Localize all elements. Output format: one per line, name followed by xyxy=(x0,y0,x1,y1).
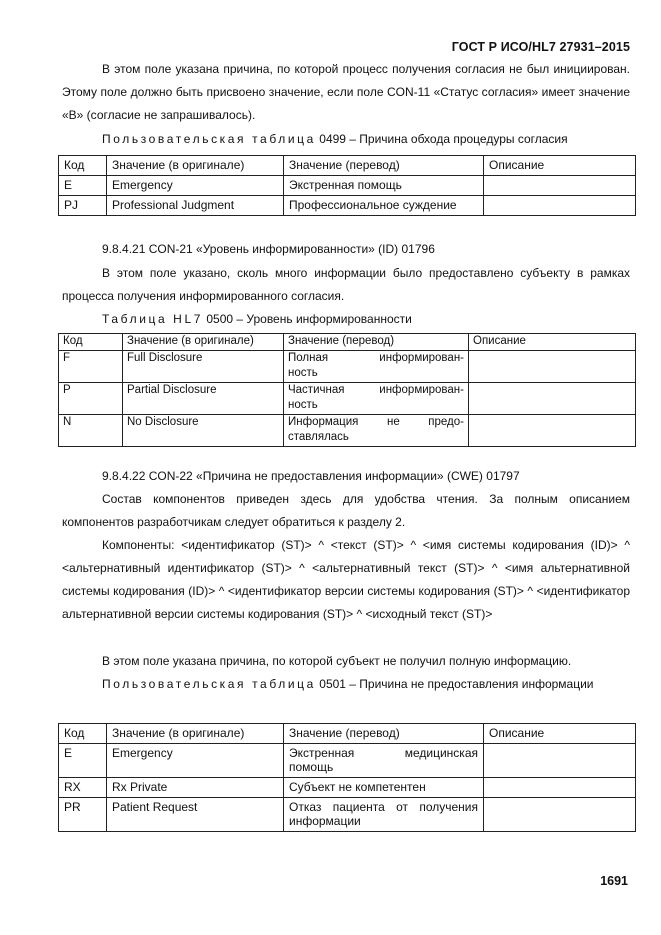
code-cell: PJ xyxy=(59,196,107,216)
table-row xyxy=(59,196,636,216)
description-cell xyxy=(484,744,636,778)
caption-rest: 0501 – Причина не предоставления информации xyxy=(319,677,594,691)
header-cell: Значение (перевод) xyxy=(284,334,469,351)
intro-paragraph: В этом поле указана причина, по которой процесс получения согласия не был инициирован. Этому поле должно быть присвоено значение, если поле CON-11 «Статус согласия» имеет значение «B» (согласие не запрашивалось). xyxy=(62,62,630,122)
translation-cell xyxy=(284,415,469,447)
description-cell xyxy=(469,383,636,415)
table-row xyxy=(59,744,636,778)
description-cell xyxy=(469,351,636,383)
table-0500-caption xyxy=(102,308,630,331)
section-heading-21: 9.8.4.21 CON-21 «Уровень информированности» (ID) 01796 xyxy=(102,242,435,256)
table-0500 xyxy=(58,333,636,447)
original-cell: Emergency xyxy=(107,176,284,196)
description-cell xyxy=(484,778,636,798)
header-cell: Код xyxy=(59,724,107,744)
original-cell: Professional Judgment xyxy=(107,196,284,216)
table-row xyxy=(59,176,636,196)
table-row xyxy=(59,383,636,415)
code-cell: PR xyxy=(59,798,107,832)
caption-lead: Пользовательская таблица xyxy=(102,677,316,691)
translation-line: Информация не предо- xyxy=(288,416,464,428)
original-cell: Partial Disclosure xyxy=(123,383,284,415)
translation-cell: Экстренная помощь xyxy=(284,176,484,196)
table-header-row xyxy=(59,156,636,176)
translation-cell: Профессиональное суждение xyxy=(284,196,484,216)
table-row xyxy=(59,351,636,383)
table-row xyxy=(59,415,636,447)
header-cell: Значение (в оригинале) xyxy=(107,724,284,744)
caption-rest: 0500 – Уровень информированности xyxy=(206,312,412,326)
section-22-paragraph-1: Состав компонентов приведен здесь для удобства чтения. За полным описанием компонентов разработчикам следует обратиться к разделу 2. xyxy=(62,492,630,529)
original-cell: Full Disclosure xyxy=(123,351,284,383)
original-cell: Rx Private xyxy=(107,778,284,798)
translation-line: ставлялась xyxy=(288,431,349,443)
translation-line: ность xyxy=(288,399,318,411)
table-row xyxy=(59,778,636,798)
header-cell: Значение (перевод) xyxy=(284,724,484,744)
translation-line: Полная информирован- xyxy=(288,352,464,364)
code-cell: F xyxy=(59,351,123,383)
description-cell xyxy=(469,415,636,447)
header-cell: Значение (перевод) xyxy=(284,156,484,176)
original-cell: Emergency xyxy=(107,744,284,778)
translation-line: ность xyxy=(288,367,318,379)
table-0501 xyxy=(58,723,636,832)
page-number: 1691 xyxy=(600,874,628,888)
section-21-paragraph: В этом поле указано, сколь много информации было предоставлено субъекту в рамках процесса получения информированного согласия. xyxy=(62,266,630,303)
translation-cell: Экстренная медицинская помощь xyxy=(284,744,484,778)
header-cell: Значение (в оригинале) xyxy=(107,156,284,176)
translation-line: Частичная информирован- xyxy=(288,384,464,396)
table-header-row xyxy=(59,334,636,351)
original-cell: No Disclosure xyxy=(123,415,284,447)
caption-lead: Таблица HL7 xyxy=(102,312,203,326)
section-22-paragraph-3: В этом поле указана причина, по которой субъект не получил полную информацию. xyxy=(102,654,572,668)
description-cell xyxy=(484,176,636,196)
translation-cell: Субъект не компетентен xyxy=(284,778,484,798)
document-header: ГОСТ Р ИСО/HL7 27931–2015 xyxy=(451,40,630,54)
translation-cell xyxy=(284,383,469,415)
table-header-row xyxy=(59,724,636,744)
code-cell: E xyxy=(59,744,107,778)
header-cell: Описание xyxy=(484,724,636,744)
code-cell: E xyxy=(59,176,107,196)
original-cell: Patient Request xyxy=(107,798,284,832)
code-cell: RX xyxy=(59,778,107,798)
description-cell xyxy=(484,196,636,216)
header-cell: Значение (в оригинале) xyxy=(123,334,284,351)
caption-lead: Пользовательская таблица xyxy=(102,132,316,146)
caption-rest: 0499 – Причина обхода процедуры согласия xyxy=(319,132,568,146)
code-cell: P xyxy=(59,383,123,415)
section-heading-22: 9.8.4.22 CON-22 «Причина не предоставления информации» (CWE) 01797 xyxy=(102,469,520,483)
section-22-components: Компоненты: <идентификатор (ST)> ^ <текст (ST)> ^ <имя системы кодирования (ID)> ^ <альтернативный идентификатор (ST)> ^ <альтернативный текст (ST)> ^ <имя альтернативной системы кодирования (ID)> ^ <идентификатор версии системы кодирования (ST)> ^ <идентификатор альтернативной версии системы кодирования (ST)> ^ <исходный текст (ST)> xyxy=(62,538,630,621)
header-cell: Код xyxy=(59,156,107,176)
table-0499-caption xyxy=(102,128,630,151)
header-cell: Описание xyxy=(484,156,636,176)
translation-cell xyxy=(284,351,469,383)
translation-cell: Отказ пациента от получения информации xyxy=(284,798,484,832)
description-cell xyxy=(484,798,636,832)
table-row xyxy=(59,798,636,832)
header-cell: Описание xyxy=(469,334,636,351)
table-0501-caption xyxy=(62,673,630,696)
header-cell: Код xyxy=(59,334,123,351)
code-cell: N xyxy=(59,415,123,447)
table-0499 xyxy=(58,155,636,216)
